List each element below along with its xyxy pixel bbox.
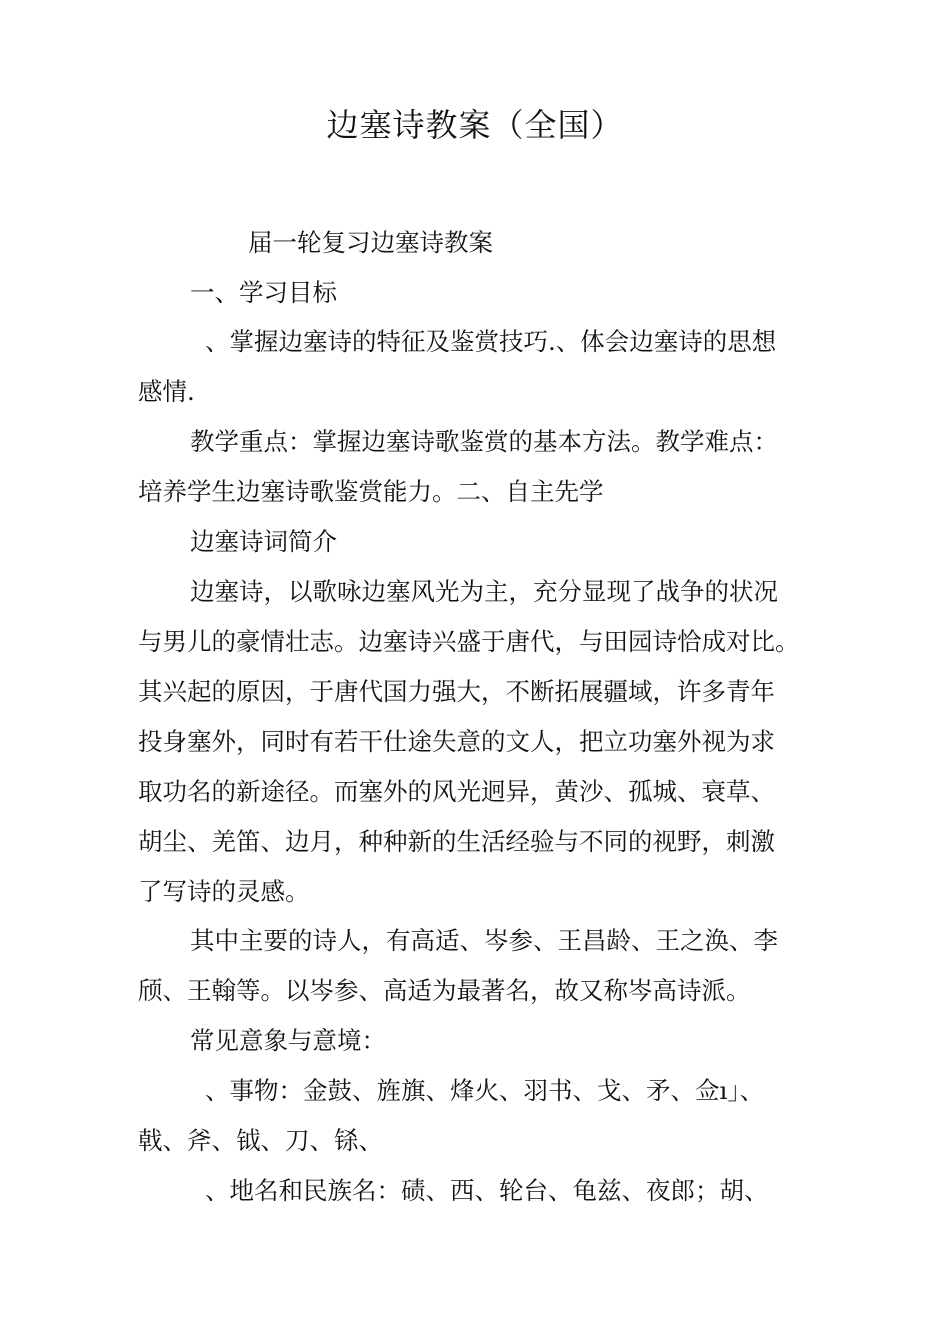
paragraph-line: 了写诗的灵感。 (138, 877, 310, 906)
paragraph-line: 、事物：金鼓、旌旗、烽火、羽书、戈、矛、佥ı」、 (205, 1076, 765, 1105)
paragraph-line: 培养学生边塞诗歌鉴赏能力。二、自主先学 (138, 477, 604, 506)
paragraph-line: 胡尘、羌笛、边月，种种新的生活经验与不同的视野，刺激 (138, 827, 775, 856)
paragraph-line: 、掌握边塞诗的特征及鉴赏技巧.、体会边塞诗的思想 (205, 327, 777, 356)
paragraph-line: 其兴起的原因，于唐代国力强大，不断拓展疆域，许多青年 (138, 677, 775, 706)
paragraph-line: 取功名的新途径。而塞外的风光迥异，黄沙、孤城、衰草、 (138, 777, 775, 806)
section-heading: 一、学习目标 (190, 278, 337, 307)
paragraph-line: 、地名和民族名：碛、西、轮台、龟兹、夜郎；胡、 (205, 1176, 769, 1205)
paragraph-line: 其中主要的诗人，有高适、岑参、王昌龄、王之涣、李 (190, 926, 778, 955)
paragraph-line: 感情. (138, 377, 195, 406)
section-heading: 边塞诗词简介 (190, 527, 337, 556)
subtitle-line: 届一轮复习边塞诗教案 (248, 228, 493, 257)
paragraph-line: 戟、斧、钺、刀、铩、 (138, 1126, 383, 1155)
paragraph-line: 教学重点：掌握边塞诗歌鉴赏的基本方法。教学难点： (190, 427, 778, 456)
paragraph-line: 与男儿的豪情壮志。边塞诗兴盛于唐代，与田园诗恰成对比。 (138, 627, 800, 656)
section-heading: 常见意象与意境： (190, 1026, 386, 1055)
paragraph-line: 颀、王翰等。以岑参、高适为最著名，故又称岑高诗派。 (138, 976, 751, 1005)
paragraph-line: 边塞诗，以歌咏边塞风光为主，充分显现了战争的状况 (190, 577, 778, 606)
paragraph-line: 投身塞外，同时有若干仕途失意的文人，把立功塞外视为求 (138, 727, 775, 756)
document-title: 边塞诗教案（全国） (326, 106, 624, 144)
